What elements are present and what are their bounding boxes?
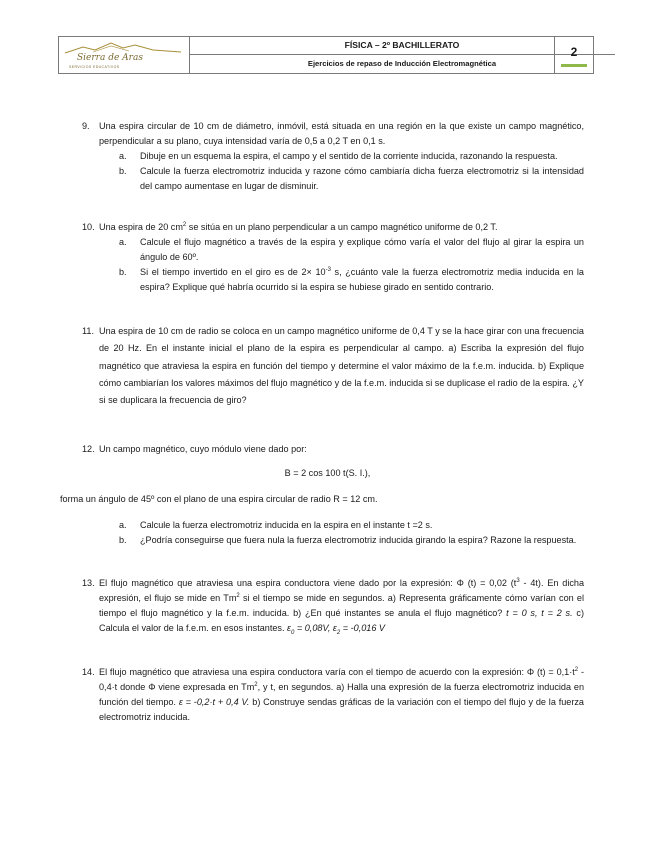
exercise-12-continuation: forma un ángulo de 45º con el plano de una espira circular de radio R = 12 cm. bbox=[60, 494, 378, 504]
logo-text: Sierra de Aras bbox=[77, 53, 143, 63]
formula: B = 2 cos 100 t(S. I.), bbox=[284, 468, 371, 478]
exercise-number: 14. bbox=[82, 667, 95, 677]
sub-item-letter: a. bbox=[119, 151, 127, 161]
exercise-13 bbox=[82, 576, 584, 636]
exercise-12-subitems bbox=[82, 518, 584, 548]
mountain-logo-icon bbox=[63, 40, 185, 54]
page-number-cell bbox=[554, 37, 593, 73]
sub-item-letter: b. bbox=[119, 267, 127, 277]
sub-item-a bbox=[119, 518, 584, 533]
logo-subtitle: SERVICIOS EDUCATIVOS bbox=[69, 65, 120, 69]
exercise-text: Una espira de 20 $cm^2$ se sitúa en un plano perpendicular a un campo magnético uniforme de 0,2 T. bbox=[99, 221, 498, 232]
exercise-text: Una espira de 10 cm de radio se coloca en un campo magnético uniforme de 0,4 T y se la hace girar con una frecuencia de 20 Hz. En el instante inicial el plano de la espira es perpendicular al campo. a) Escriba la expresión del flujo magnético que atraviesa la espira en función del tiempo y determine el valor máximo de la f.e.m. inducida. b) Explique cómo cambiarían los valores máximos del flujo magnético y de la f.e.m. inducida si se duplicase el radio de la espira. ¿Y si se duplicara la frecuencia de giro? bbox=[99, 326, 584, 406]
logo bbox=[59, 37, 190, 73]
exercise-9 bbox=[82, 119, 584, 194]
page-accent-bar bbox=[561, 64, 587, 67]
sub-item-text: Calcule la fuerza electromotriz inducida y razone cómo cambiaría dicha fuerza electromotriz si la intensidad del campo aumentase en lugar de disminuir. bbox=[140, 166, 584, 191]
page-number: 2 bbox=[570, 45, 578, 59]
exercise-10 bbox=[82, 220, 584, 295]
exercise-number: 12. bbox=[82, 444, 95, 454]
sub-item-b bbox=[119, 265, 584, 295]
exercise-text: Un campo magnético, cuyo módulo viene dado por: bbox=[99, 444, 307, 454]
subject-title: FÍSICA – 2º BACHILLERATO bbox=[189, 37, 615, 55]
exercise-12 bbox=[82, 442, 584, 457]
sub-item-a bbox=[119, 149, 584, 164]
sub-item-text: ¿Podría conseguirse que fuera nula la fuerza electromotriz inducida girando la espira? Razone la respuesta. bbox=[140, 535, 577, 545]
sub-item-letter: b. bbox=[119, 166, 127, 176]
sub-item-text: Calcule la fuerza electromotriz inducida en la espira en el instante t =2 s. bbox=[140, 520, 433, 530]
exercise-text: El flujo magnético que atraviesa una espira conductora varía con el tiempo de acuerdo con la expresión: Φ $(t) = 0,1\cdot t^2 - 0,4\cdot t$ donde Φ viene expresada en Tm$^2$, y t, en segundos. a) Halla una expresión de la fuerza electromotriz inducida en función del tiempo. ε = -0,2·t + 0,4 V. b) Construye sendas gráficas de la variación con el tiempo del flujo y de la fuerza electromotriz inducida. bbox=[99, 666, 584, 722]
page-header bbox=[58, 36, 594, 74]
sub-item-a bbox=[119, 235, 584, 265]
sub-item-letter: a. bbox=[119, 520, 127, 530]
exercise-number: 10. bbox=[82, 222, 95, 232]
sub-item-letter: b. bbox=[119, 535, 127, 545]
exercise-number: 13. bbox=[82, 578, 95, 588]
sub-item-text: Si el tiempo invertido en el giro es de $2\times 10^{-3}$ s, ¿cuánto vale la fuerza electromotriz media inducida en la espira? Explique qué habría ocurrido si la espira se hubiese girado en sentido contrario. bbox=[140, 266, 584, 292]
exercise-text: Una espira circular de 10 cm de diámetro, inmóvil, está situada en una región en la que existe un campo magnético, perpendicular a su plano, cuya intensidad varía de 0,5 a 0,2 T en 0,1 s. bbox=[99, 121, 584, 146]
exercise-number: 11. bbox=[82, 326, 94, 336]
document-title: Ejercicios de repaso de Inducción Electromagnética bbox=[307, 59, 497, 68]
sub-item-letter: a. bbox=[119, 237, 127, 247]
exercise-14 bbox=[82, 665, 584, 725]
sub-item-b bbox=[119, 164, 584, 194]
exercise-text: El flujo magnético que atraviesa una espira conductora viene dado por la expresión: Φ (t) = 0,02 $(t^3 - 4t)$. En dicha expresión, el flujo se mide en Tm$^2$ si el tiempo se mide en segundos. a) Representa gráficamente cómo varían con el tiempo el flujo magnético y la f.e.m. inducida. b) ¿En qué instantes se anula el flujo magnético? t = 0 s, t = 2 s. c) Calcula el valor de la f.e.m. en esos instantes. $\varepsilon_0 = 0,08V$, $\varepsilon_2 = -0,016$ V bbox=[99, 577, 585, 636]
sub-item-b bbox=[119, 533, 584, 548]
exercise-number: 9. bbox=[82, 121, 90, 131]
sub-item-text: Calcule el flujo magnético a través de la espira y explique cómo varía el valor del flujo al girar la espira un ángulo de 60º. bbox=[140, 237, 584, 262]
sub-item-text: Dibuje en un esquema la espira, el campo y el sentido de la corriente inducida, razonando la respuesta. bbox=[140, 151, 558, 161]
exercise-11 bbox=[82, 323, 584, 409]
